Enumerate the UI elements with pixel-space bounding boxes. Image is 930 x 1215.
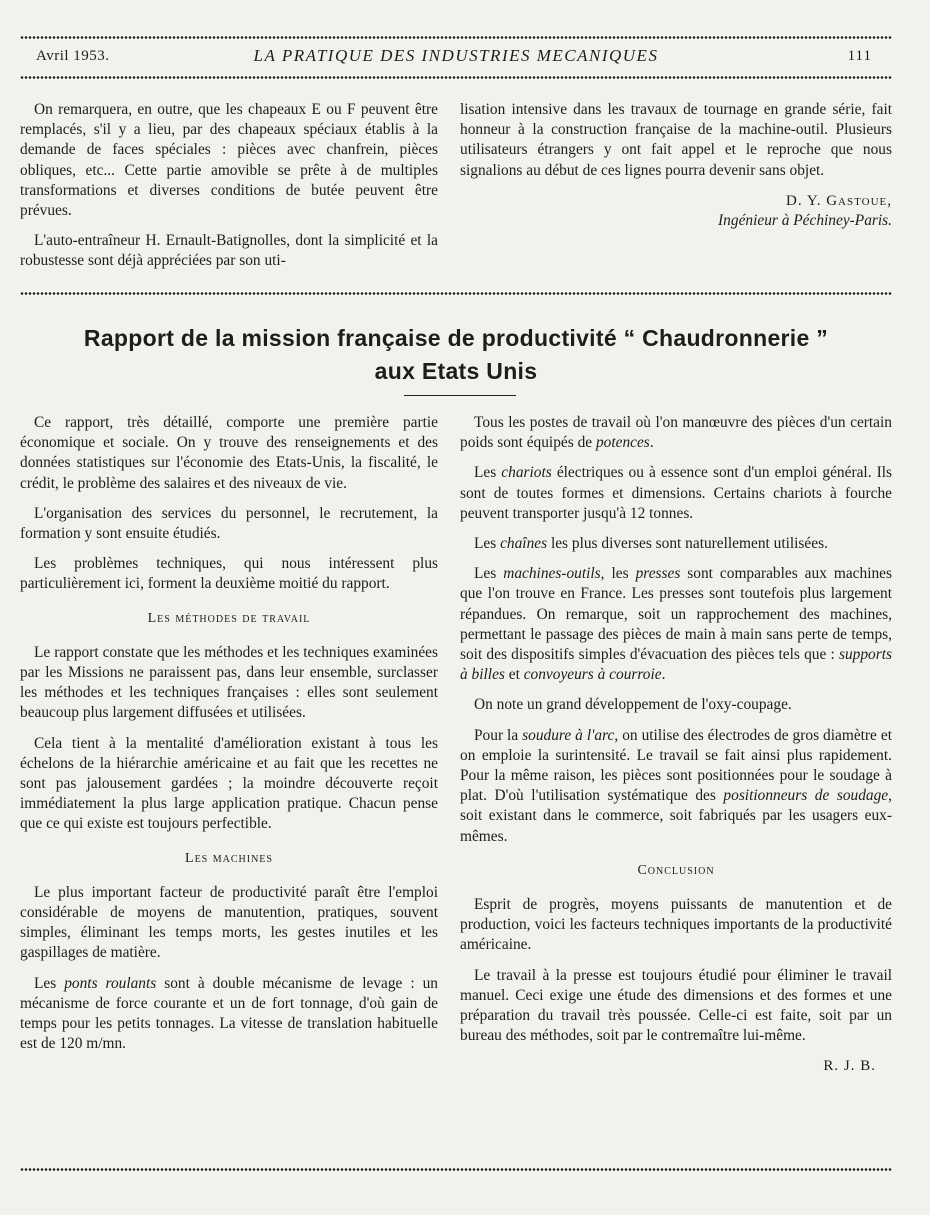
page-number: 111 — [847, 48, 872, 64]
paragraph: Les machines-outils, les presses sont comparables aux machines que l'on trouve en France. Les presses sont toutefois plus largement répandues. On remarque, soit un rapprochement des machines, permettant le passage des pièces de main à main sans perte de temps, soit des dispositifs simples d'évacuation des pièces tels que : supports à billes et convoyeurs à courroie. — [460, 565, 892, 684]
paragraph: Le travail à la presse est toujours étudié pour éliminer le travail manuel. Ceci exige une étude des dimensions et des formes et une préparation du travail très poussée. Celle-ci est faite, soit par un bureau des méthodes, soit par le contremaître lui-même. — [460, 966, 892, 1045]
journal-title: LA PRATIQUE DES INDUSTRIES MECANIQUES — [253, 46, 659, 65]
paragraph: Esprit de progrès, moyens puissants de manutention et de production, voici les facteurs techniques importants de la productivité américaine. — [460, 896, 892, 954]
section-heading-machines: Les machines — [185, 850, 273, 866]
paragraph: Les problèmes techniques, qui nous intéressent plus particulièrement ici, forment la deuxième moitié du rapport. — [20, 555, 438, 593]
paragraph: Le rapport constate que les méthodes et les techniques examinées par les Missions ne paraissent pas, dans leur ensemble, surclasser les méthodes et les techniques françaises : elles sont seulement beaucoup plus largement diffusées et utilisées. — [20, 643, 438, 722]
report-title-line-2: aux Etats Unis — [374, 358, 538, 384]
paragraph: Tous les postes de travail où l'on manœuvre des pièces d'un certain poids sont équipés de potences. — [460, 414, 892, 452]
paragraph: Pour la soudure à l'arc, on utilise des électrodes de gros diamètre et on emploie la surintensité. Le travail se fait ainsi plus rapidement. Pour la même raison, les pièces sont positionnées pour le soudage à plat. D'où l'utilisation systématique des positionneurs de soudage, soit existant dans le commerce, soit fabriqués par les usagers eux-mêmes. — [460, 726, 892, 845]
report-title — [20, 322, 892, 388]
author-name: D. Y. Gastoue, — [786, 192, 892, 209]
report-title-line-1: Rapport de la mission française de productivité “ Chaudronnerie ” — [83, 325, 829, 351]
paragraph: Les chaînes les plus diverses sont naturellement utilisées. — [474, 535, 828, 553]
report-right-column — [460, 413, 892, 1077]
paragraph: Ce rapport, très détaillé, comporte une première partie économique et sociale. On y trouve des renseignements et des données statistiques sur l'économie des Etats-Unis, la fiscalité, le crédit, le problème des salaires et des niveaux de vie. — [20, 414, 438, 492]
paragraph: Le plus important facteur de productivité paraît être l'emploi considérable de moyens de manutention, pratiques, souvent simples, éliminant les temps morts, les gestes inutiles et les gaspillages de matière. — [20, 883, 438, 962]
paragraph: Cela tient à la mentalité d'amélioration existant à tous les échelons de la hiérarchie américaine et au fait que les recettes ne sont pas jalousement gardées ; la moindre découverte reçoit immédiatement la plus large application pratique. Chacun pense que ce qui existe est toujours perfectible. — [20, 734, 438, 833]
paragraph: Les chariots électriques ou à essence sont d'un emploi général. Ils sont de toutes formes et dimensions. Certains chariots à fourche peuvent transporter jusqu'à 12 tonnes. — [460, 464, 892, 522]
paragraph: Les ponts roulants sont à double mécanisme de levage : un mécanisme de force courante et un de fort tonnage, d'où gain de temps pour les petits tonnages. La vitesse de translation habituelle est de 120 m/mn. — [20, 974, 438, 1053]
section-divider — [20, 292, 892, 295]
header-top-rule — [20, 36, 892, 39]
top-article-left-column — [20, 100, 438, 282]
report-signature: R. J. B. — [823, 1058, 876, 1075]
header-bottom-rule — [20, 76, 892, 79]
author-title: Ingénieur à Péchiney-Paris. — [718, 212, 892, 230]
running-header — [20, 44, 892, 70]
issue-date: Avril 1953. — [36, 48, 110, 64]
paragraph: L'organisation des services du personnel, le recrutement, la formation y sont ensuite étudiés. — [20, 504, 438, 543]
title-underline — [404, 395, 516, 396]
report-left-column — [20, 413, 438, 1064]
paragraph: lisation intensive dans les travaux de tournage en grande série, fait honneur à la construction française de la machine-outil. Plusieurs utilisateurs étrangers y ont fait appel et le reproche que nous signalions au début de ces lignes pourra devenir sans objet. — [460, 101, 892, 179]
top-article-right-column — [460, 100, 892, 231]
paragraph: On remarquera, en outre, que les chapeaux E ou F peuvent être remplacés, s'il y a lieu, par des chapeaux spéciaux établis à la demande de faces spéciales : pièces avec chanfrein, pièces obliques, etc... Cette partie amovible se prête à de multiples transformations et diverses conditions de butée peuvent être prévues. — [20, 101, 438, 220]
paragraph: L'auto-entraîneur H. Ernault-Batignolles, dont la simplicité et la robustesse sont déjà appréciées par son uti- — [20, 232, 438, 270]
section-heading-methods: Les méthodes de travail — [147, 610, 311, 626]
paragraph: On note un grand développement de l'oxy-coupage. — [474, 696, 792, 714]
footer-rule — [20, 1168, 892, 1171]
section-heading-conclusion: Conclusion — [637, 862, 715, 878]
